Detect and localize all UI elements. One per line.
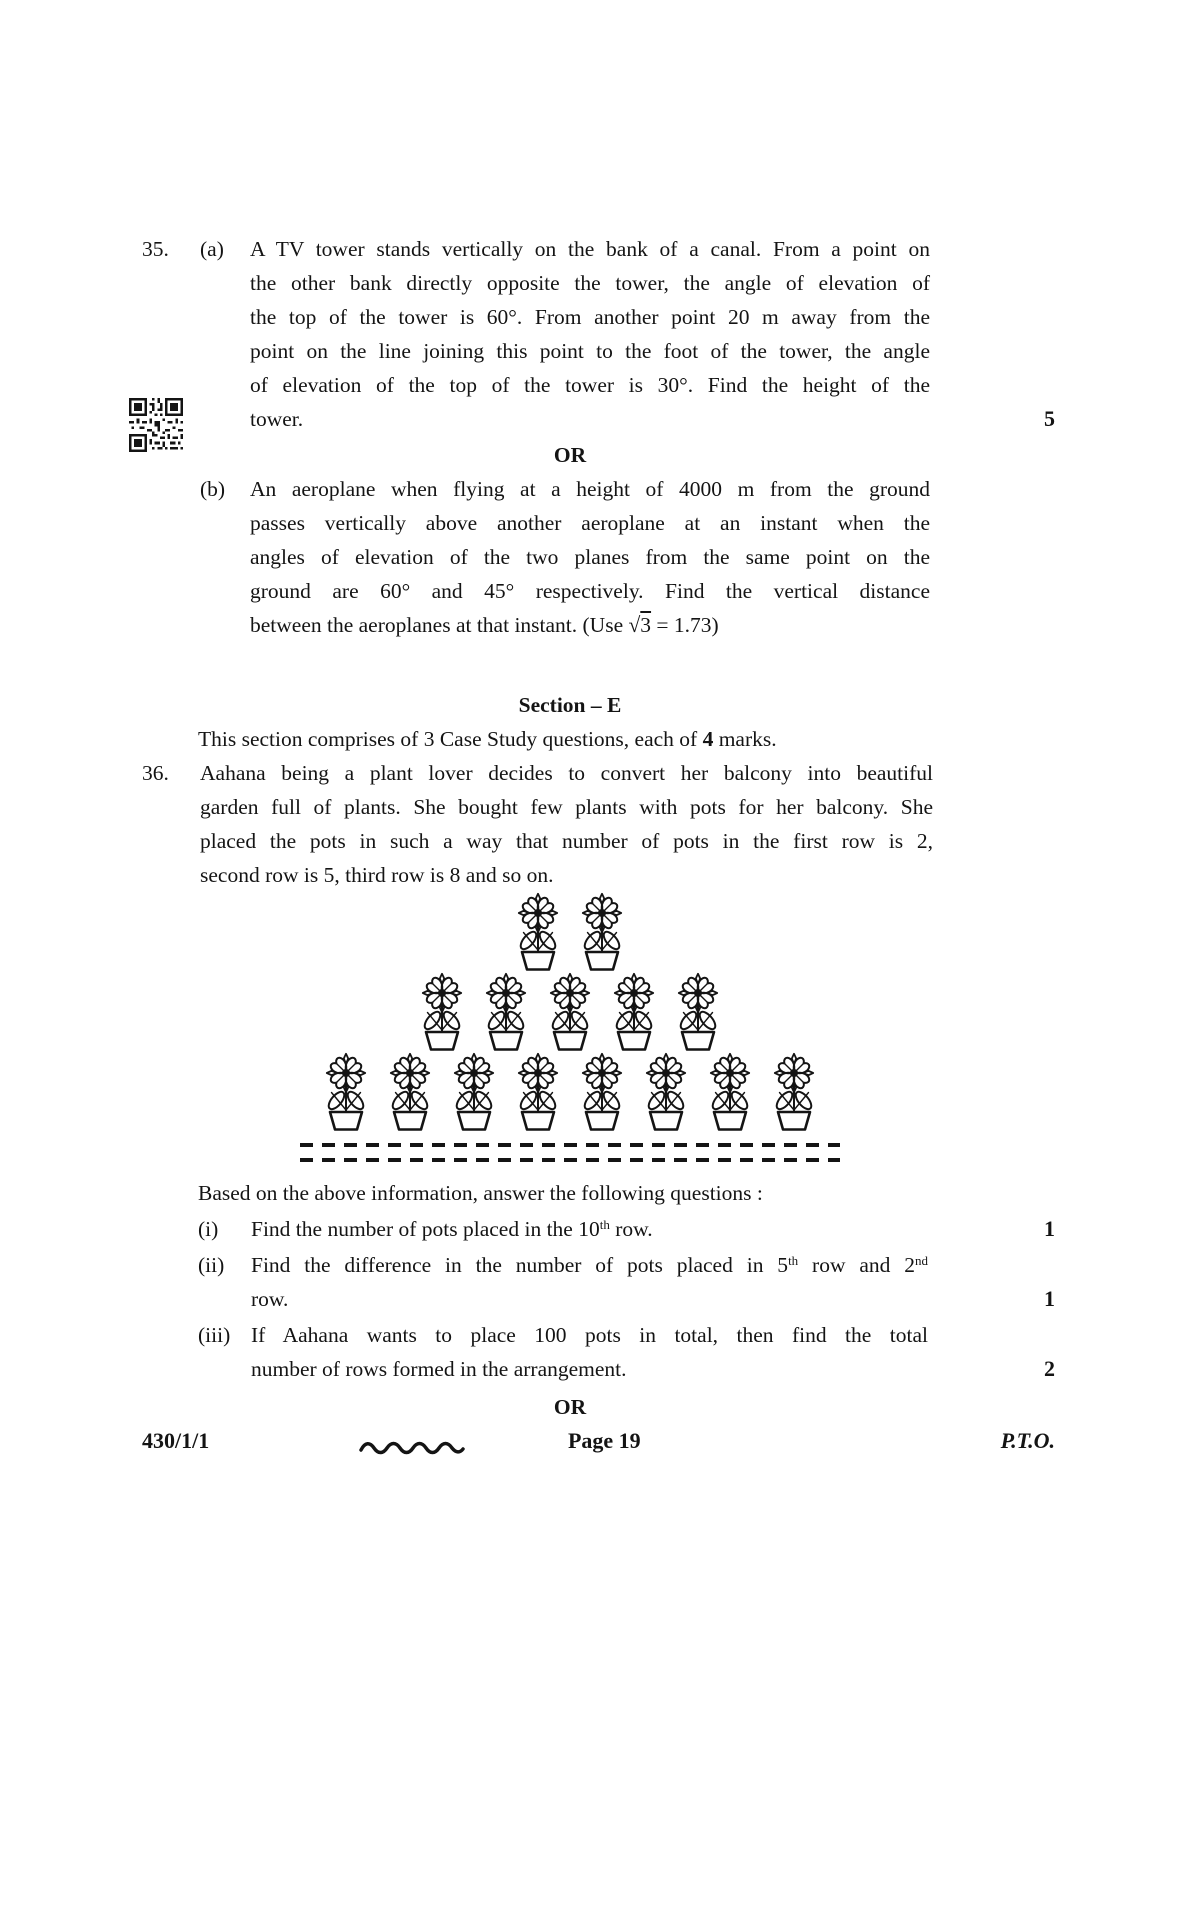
or-separator: OR (553, 1395, 587, 1419)
text-line: ground are 60° and 45° respectively. Find the vertical distance (250, 579, 930, 603)
question-36-ii (198, 1248, 1055, 1316)
flower-pot-icon (669, 972, 727, 1052)
text-line: If Aahana wants to place 100 pots in total, then find the total (251, 1323, 928, 1347)
flower-pot-icon (381, 1052, 439, 1132)
flower-pot-pyramid (142, 892, 998, 1132)
pot-row (317, 1052, 823, 1132)
marks-badge: 1 (1044, 1216, 1055, 1241)
marks-badge: 1 (1044, 1286, 1055, 1311)
text-line: Find the difference in the number of pots placed in 5th row and 2nd (251, 1253, 929, 1277)
or-separator: OR (553, 443, 587, 467)
sub-iii-label: (iii) (198, 1323, 231, 1347)
text-line: angles of elevation of the two planes from the same point on the (250, 545, 930, 569)
part-a-label: (a) (200, 237, 224, 261)
text-line: number of rows formed in the arrangement. (251, 1357, 627, 1381)
text-line: garden full of plants. She bought few plants with pots for her balcony. She (200, 795, 933, 819)
flower-pot-icon (701, 1052, 759, 1132)
pto-label: P.T.O. (1000, 1428, 1055, 1453)
page-content (0, 232, 1190, 1458)
flower-pot-icon (605, 972, 663, 1052)
question-36-i (198, 1212, 1055, 1246)
flower-pot-icon (573, 1052, 631, 1132)
flower-pot-icon (541, 972, 599, 1052)
flower-pot-icon (445, 1052, 503, 1132)
sub-iii-text (251, 1318, 928, 1386)
section-e-title: Section – E (518, 693, 622, 717)
section-e-intro: This section comprises of 3 Case Study questions, each of 4 marks. (198, 727, 777, 751)
flower-pot-icon (509, 892, 567, 972)
text-line: second row is 5, third row is 8 and so on. (200, 863, 554, 887)
question-35b-text (250, 472, 930, 642)
flower-pot-icon (637, 1052, 695, 1132)
marks-badge: 5 (1044, 406, 1055, 431)
marks-badge: 2 (1044, 1356, 1055, 1381)
text-line: passes vertically above another aeroplane at an instant when the (250, 511, 930, 535)
text-line: A TV tower stands vertically on the bank of a canal. From a point on (250, 237, 930, 261)
text-line: placed the pots in such a way that number of pots in the first row is 2, (200, 829, 933, 853)
page-number: Page 19 (567, 1428, 641, 1453)
text-line: between the aeroplanes at that instant. (Use √3 = 1.73) (250, 613, 719, 637)
flower-pot-icon (317, 1052, 375, 1132)
pot-row (509, 892, 631, 972)
based-on-line: Based on the above information, answer the following questions : (198, 1181, 763, 1205)
text-line: the other bank directly opposite the tower, the angle of elevation of (250, 271, 930, 295)
page-footer (142, 1424, 1055, 1458)
text-line: row. (251, 1287, 289, 1311)
text-line: of elevation of the top of the tower is 30°. Find the height of the (250, 373, 930, 397)
text-line: the top of the tower is 60°. From another point 20 m away from the (250, 305, 930, 329)
question-35b (142, 472, 1055, 642)
question-36-iii (198, 1318, 1055, 1386)
part-b-label: (b) (200, 477, 226, 501)
question-35a (142, 232, 1055, 436)
question-number: 35. (142, 237, 169, 261)
question-number: 36. (142, 761, 169, 785)
sub-ii-label: (ii) (198, 1253, 225, 1277)
question-36 (142, 756, 1055, 892)
exam-paper-page (0, 232, 1190, 1915)
squiggle-icon (357, 1433, 467, 1467)
sub-ii-text (251, 1248, 928, 1316)
flower-pot-icon (573, 892, 631, 972)
sub-i-label: (i) (198, 1217, 219, 1241)
dashed-continuation (142, 1132, 998, 1162)
sub-i-text (251, 1212, 928, 1246)
text-line: Find the number of pots placed in the 10th row. (251, 1217, 653, 1241)
paper-code: 430/1/1 (142, 1428, 210, 1453)
text-line: An aeroplane when flying at a height of 4000 m from the ground (250, 477, 930, 501)
flower-pot-icon (765, 1052, 823, 1132)
dashed-line (300, 1143, 840, 1147)
flower-pot-icon (477, 972, 535, 1052)
text-line: tower. (250, 407, 304, 431)
question-35a-text (250, 232, 930, 436)
pot-row (413, 972, 727, 1052)
question-36-text (200, 756, 933, 892)
text-line: point on the line joining this point to the foot of the tower, the angle (250, 339, 930, 363)
flower-pot-icon (413, 972, 471, 1052)
dashed-line (300, 1158, 840, 1162)
text-line: Aahana being a plant lover decides to convert her balcony into beautiful (200, 761, 933, 785)
flower-pot-icon (509, 1052, 567, 1132)
